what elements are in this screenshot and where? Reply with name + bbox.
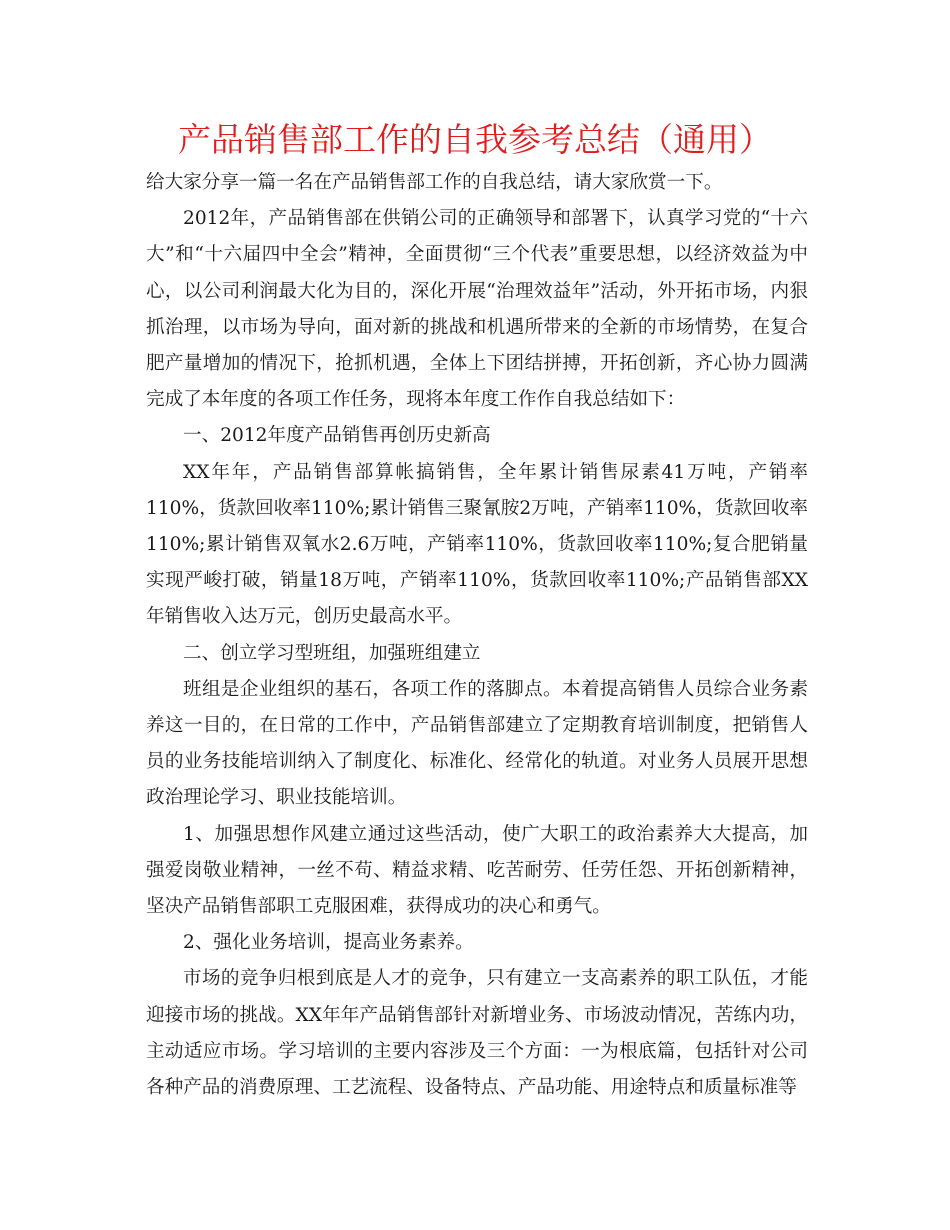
section-heading-2: 二、创立学习型班组，加强班组建立 [183, 642, 481, 664]
paragraph-training: 市场的竞争归根到底是人才的竞争，只有建立一支高素养的职工队伍，才能迎接市场的挑战。XX年年产品销售部针对新增业务、市场波动情况，苦练内功，主动适应市场。学习培训的主要内容涉及三个方面：一为根底篇，包括针对公司各种产品的消费原理、工艺流程、设备特点、产品功能、用途特点和质量标准等 [146, 968, 808, 1099]
paragraph-team: 班组是企业组织的基石，各项工作的落脚点。本着提高销售人员综合业务素养这一目的，在日常的工作中，产品销售部建立了定期教育培训制度，把销售人员的业务技能培训纳入了制度化、标准化、经常化的轨道。对业务人员展开思想政治理论学习、职业技能培训。 [146, 678, 808, 809]
paragraph-sales: XX年年，产品销售部算帐搞销售，全年累计销售尿素41万吨，产销率110%，货款回收率110%;累计销售三聚氰胺2万吨，产销率110%，货款回收率110%;累计销售双氧水2.6万吨，产销率110%，货款回收率110%;复合肥销量实现严峻打破，销量18万吨，产销率110%，货款回收率110%;产品销售部XX年销售收入达万元，创历史最高水平。 [146, 461, 808, 628]
paragraph-overview: 2012年，产品销售部在供销公司的正确领导和部署下，认真学习党的“十六大”和“十六届四中全会”精神，全面贯彻“三个代表”重要思想，以经济效益为中心，以公司利润最大化为目的，深化开展“治理效益年”活动，外开拓市场，内狠抓治理，以市场为导向，面对新的挑战和机遇所带来的全新的市场情势，在复合肥产量增加的情况下，抢抓机遇，全体上下团结拼搏，开拓创新，齐心协力圆满完成了本年度的各项工作任务，现将本年度工作作自我总结如下： [146, 208, 808, 411]
section-heading-1: 一、2012年度产品销售再创历史新高 [183, 425, 491, 447]
paragraph-intro: 给大家分享一篇一名在产品销售部工作的自我总结，请大家欣赏一下。 [146, 172, 723, 193]
document-title: 产品销售部工作的自我参考总结（通用） [178, 120, 772, 159]
paragraph-item-2: 2、强化业务培训，提高业务素养。 [183, 932, 474, 954]
document-body [146, 165, 808, 1106]
paragraph-item-1: 1、加强思想作风建立通过这些活动，使广大职工的政治素养大大提高，加强爱岗敬业精神，一丝不苟、精益求精、吃苦耐劳、任劳任怨、开拓创新精神，坚决产品销售部职工克服困难，获得成功的决心和勇气。 [146, 823, 808, 918]
